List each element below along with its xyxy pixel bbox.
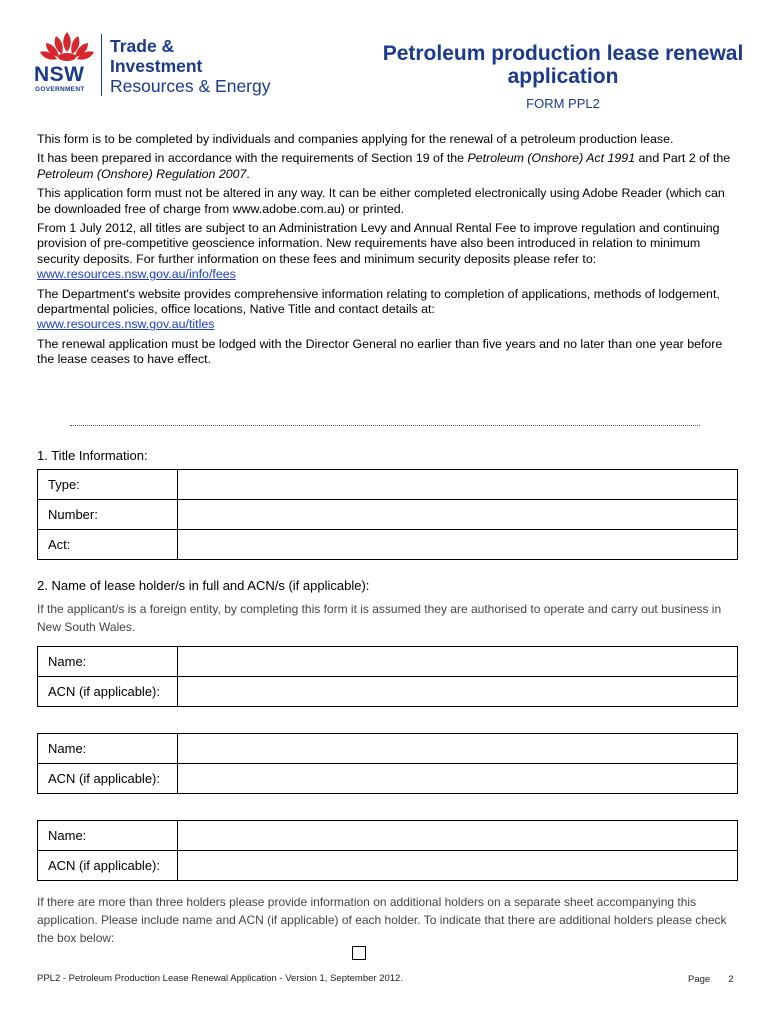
intro-text	[37, 132, 737, 372]
type-field-cell	[178, 470, 738, 500]
holder-2-table	[37, 733, 738, 794]
holder-3-acn-field[interactable]	[178, 851, 737, 880]
intro-p2-text-a: It has been prepared in accordance with the requirements of Section 19 of the	[37, 151, 468, 166]
intro-paragraph-2	[37, 151, 737, 182]
holder-3-name-cell	[178, 821, 738, 851]
holder-2-acn-field[interactable]	[178, 764, 737, 793]
logo-nsw-text: NSW	[34, 63, 85, 86]
table-row	[38, 530, 738, 560]
footer-page	[688, 974, 733, 985]
section-divider	[70, 425, 700, 426]
holder-3-name-label: Name:	[38, 821, 178, 851]
holder-1-name-cell	[178, 647, 738, 677]
page-label: Page	[688, 974, 711, 985]
additional-holders-note: If there are more than three holders please provide information on additional holders on a separate sheet accompanying this application. Please include name and ACN (if applicable) of each holder. To indicate that there are additional holders please check the box below:	[37, 895, 727, 945]
table-row	[38, 677, 738, 707]
intro-p2-text-c: .	[246, 166, 250, 181]
page-header	[0, 0, 770, 120]
intro-paragraph-5	[37, 287, 737, 333]
table-row	[38, 851, 738, 881]
page-title: Petroleum production lease renewal application	[382, 42, 744, 88]
holder-1-name-label: Name:	[38, 647, 178, 677]
holder-1-name-field[interactable]	[178, 647, 737, 676]
holder-3-table	[37, 820, 738, 881]
intro-p2-text-b: and Part 2 of the	[635, 151, 731, 166]
number-label: Number:	[38, 500, 178, 530]
table-row	[38, 470, 738, 500]
table-row	[38, 647, 738, 677]
holder-1-acn-cell	[178, 677, 738, 707]
regulation-reference: Petroleum (Onshore) Regulation 2007	[37, 166, 247, 181]
type-field[interactable]	[178, 470, 737, 499]
holder-3-name-field[interactable]	[178, 821, 737, 850]
holder-2-name-field[interactable]	[178, 734, 737, 763]
department-line-1: Trade &	[110, 36, 175, 56]
department-line-3: Resources & Energy	[110, 76, 271, 96]
footer-version-text: PPL2 - Petroleum Production Lease Renewal Application - Version 1, September 2012.	[37, 973, 403, 984]
intro-p4-text: From 1 July 2012, all titles are subject to an Administration Levy and Annual Rental Fee to improve regulation and continuing provision of pre-competitive geoscience information. New requirements have also been introduced in relation to minimum security deposits. For further information on these fees and minimum security deposits please refer to:	[37, 221, 720, 266]
page-number: 2	[728, 974, 734, 985]
section-2-title: 2. Name of lease holder/s in full and ACN/s (if applicable):	[37, 578, 370, 593]
intro-p5-text: The Department's website provides comprehensive information relating to completion of applications, methods of lodgement, departmental policies, office locations, Native Title and contact details at:	[37, 286, 720, 317]
logo-divider	[101, 34, 102, 96]
act-label: Act:	[38, 530, 178, 560]
intro-paragraph-6: The renewal application must be lodged with the Director General no earlier than five years and no later than one year before the lease ceases to have effect.	[37, 336, 723, 367]
holder-2-acn-label: ACN (if applicable):	[38, 764, 178, 794]
additional-holders-checkbox[interactable]	[352, 946, 366, 960]
holder-3-acn-label: ACN (if applicable):	[38, 851, 178, 881]
holder-2-acn-cell	[178, 764, 738, 794]
type-label: Type:	[38, 470, 178, 500]
holder-2-name-label: Name:	[38, 734, 178, 764]
fees-link[interactable]: www.resources.nsw.gov.au/info/fees	[37, 267, 236, 282]
section-1-title: 1. Title Information:	[37, 448, 148, 463]
act-reference: Petroleum (Onshore) Act 1991	[467, 151, 636, 166]
logo-government-text: GOVERNMENT	[35, 86, 85, 93]
act-field-cell	[178, 530, 738, 560]
holder-3-acn-cell	[178, 851, 738, 881]
table-row	[38, 734, 738, 764]
number-field-cell	[178, 500, 738, 530]
intro-paragraph-1: This form is to be completed by individuals and companies applying for the renewal of a petroleum production lease.	[37, 132, 674, 146]
holder-1-acn-field[interactable]	[178, 677, 737, 706]
table-row	[38, 764, 738, 794]
table-row	[38, 500, 738, 530]
foreign-entity-note: If the applicant/s is a foreign entity, by completing this form it is assumed they are authorised to operate and carry out business in New South Wales.	[37, 602, 722, 634]
department-line-2: Investment	[110, 56, 203, 76]
act-field[interactable]	[178, 530, 737, 559]
intro-paragraph-3: This application form must not be altered in any way. It can be either completed electronically using Adobe Reader (which can be downloaded free of charge from www.adobe.com.au) or printed.	[37, 186, 725, 216]
holder-1-table	[37, 646, 738, 707]
title-information-table	[37, 469, 738, 560]
table-row	[38, 821, 738, 851]
intro-paragraph-4	[37, 221, 737, 283]
holder-1-acn-label: ACN (if applicable):	[38, 677, 178, 707]
titles-link[interactable]: www.resources.nsw.gov.au/titles	[37, 317, 215, 332]
number-field[interactable]	[178, 500, 737, 529]
holder-2-name-cell	[178, 734, 738, 764]
form-code: FORM PPL2	[526, 96, 600, 111]
